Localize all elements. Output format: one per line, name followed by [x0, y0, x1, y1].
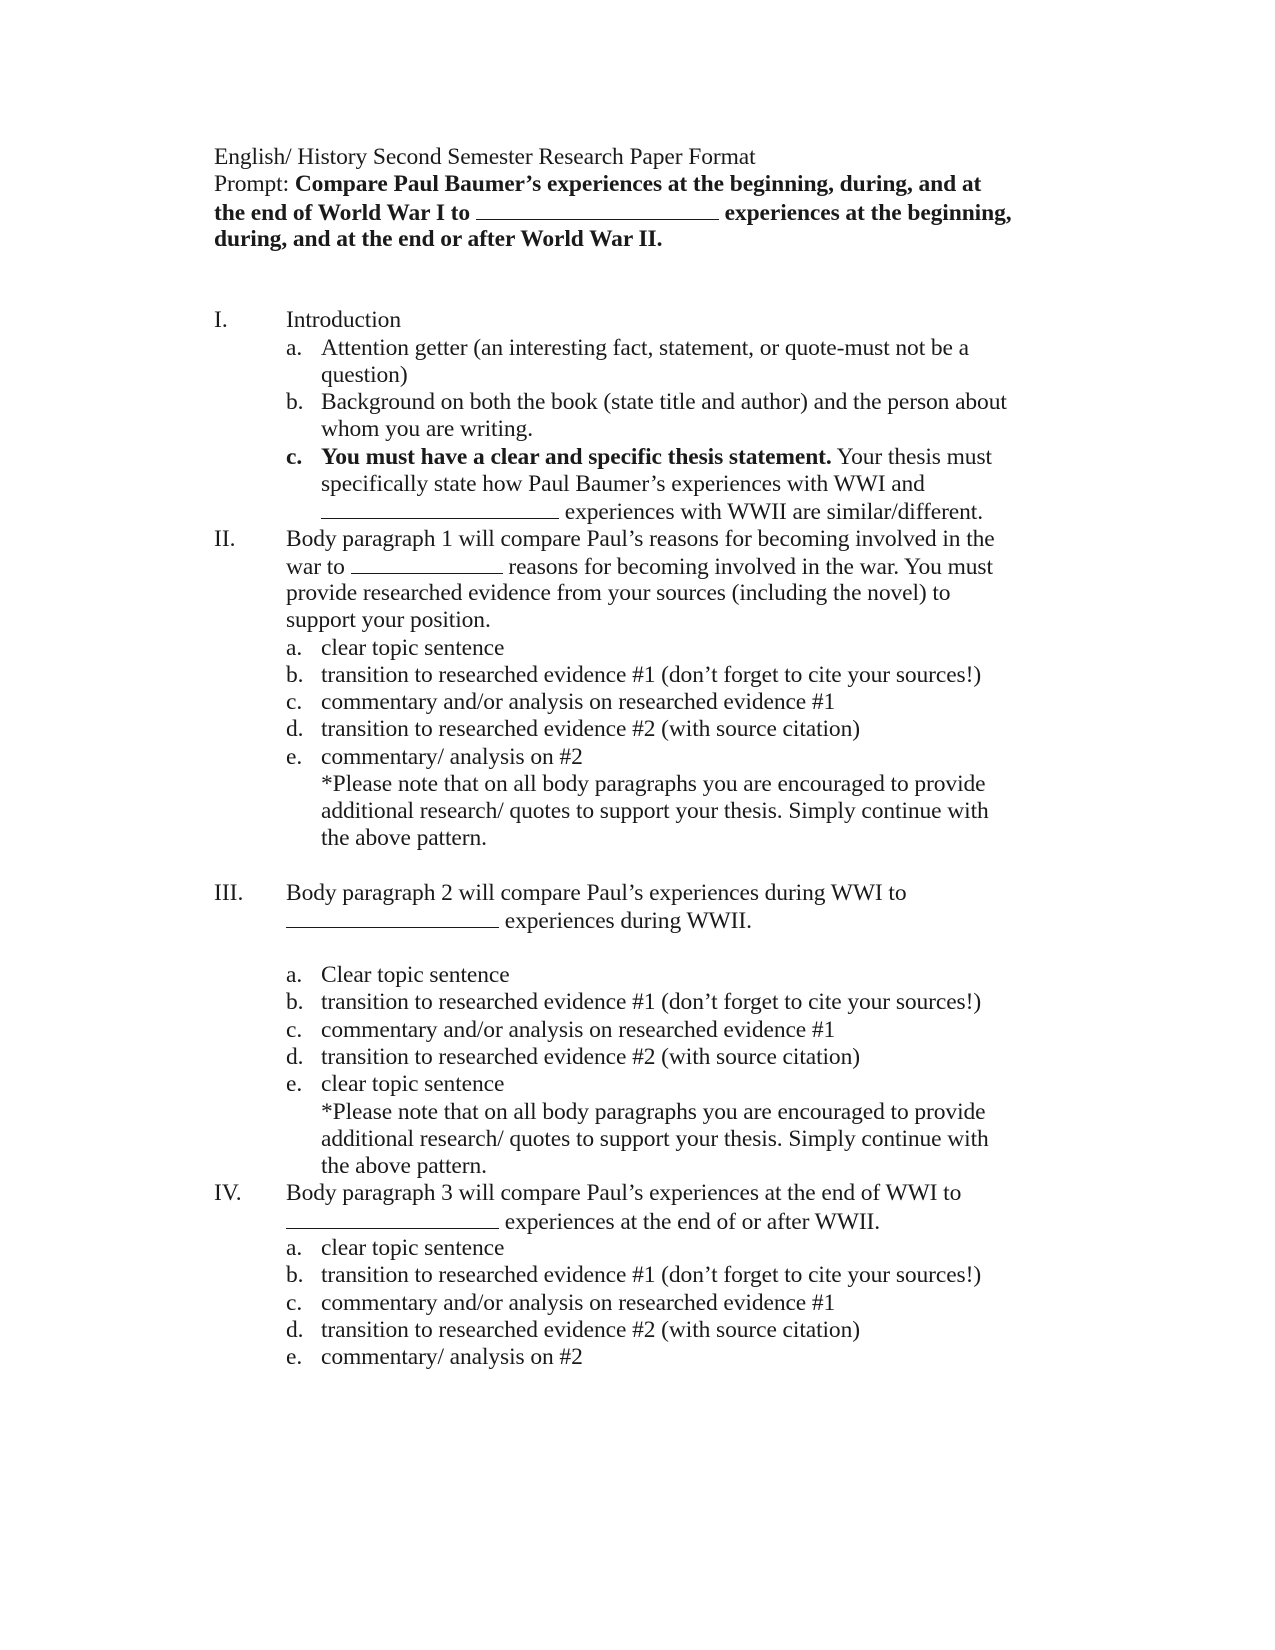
fill-in-blank [286, 1208, 499, 1229]
outline-item: transition to researched evidence #1 (don’t forget to cite your sources!) [321, 1262, 982, 1288]
item-letter: a. [286, 1235, 303, 1261]
section-text [286, 1208, 880, 1236]
outline-item: Clear topic sentence [321, 962, 510, 988]
outline-item [321, 498, 983, 526]
prompt-line-3: during, and at the end or after World War II. [214, 226, 663, 252]
section-numeral: I. [214, 307, 228, 333]
thesis-emphasis: You must have a clear and specific thesis statement. [321, 444, 832, 470]
prompt-line-2 [214, 199, 1012, 227]
section-numeral: III. [214, 880, 244, 906]
item-letter: d. [286, 716, 304, 742]
outline-item: transition to researched evidence #2 (with source citation) [321, 1317, 860, 1343]
thesis-item [321, 444, 992, 471]
document-title: English/ History Second Semester Research Paper Format [214, 144, 756, 170]
item-letter: a. [286, 635, 303, 661]
note-text: additional research/ quotes to support your thesis. Simply continue with [321, 1126, 989, 1152]
outline-item: commentary and/or analysis on researched evidence #1 [321, 1290, 836, 1316]
item-letter: e. [286, 1071, 303, 1097]
item-letter: d. [286, 1044, 304, 1070]
outline-item: clear topic sentence [321, 635, 505, 661]
section-text-part: experiences at the end of or after WWII. [499, 1209, 881, 1235]
outline-text: experiences with WWII are similar/different. [559, 499, 983, 525]
section-text: support your position. [286, 607, 491, 633]
item-letter: a. [286, 335, 303, 361]
note-text: the above pattern. [321, 825, 487, 851]
section-text: Body paragraph 3 will compare Paul’s experiences at the end of WWI to [286, 1180, 962, 1206]
fill-in-blank [351, 553, 503, 574]
outline-item: transition to researched evidence #2 (with source citation) [321, 716, 860, 742]
note-text: the above pattern. [321, 1153, 487, 1179]
outline-item: clear topic sentence [321, 1071, 505, 1097]
section-text: Body paragraph 1 will compare Paul’s reasons for becoming involved in the [286, 526, 995, 552]
outline-item: commentary and/or analysis on researched evidence #1 [321, 689, 836, 715]
note-text: *Please note that on all body paragraphs you are encouraged to provide [321, 1099, 986, 1125]
outline-item: transition to researched evidence #1 (don’t forget to cite your sources!) [321, 989, 982, 1015]
item-letter: e. [286, 1344, 303, 1370]
item-letter: a. [286, 962, 303, 988]
section-numeral: II. [214, 526, 236, 552]
outline-item: whom you are writing. [321, 416, 533, 442]
outline-item: commentary/ analysis on #2 [321, 744, 583, 770]
outline-item: clear topic sentence [321, 1235, 505, 1261]
section-numeral: IV. [214, 1180, 242, 1206]
item-letter: c. [286, 1290, 303, 1316]
note-text: *Please note that on all body paragraphs you are encouraged to provide [321, 771, 986, 797]
item-letter: b. [286, 389, 304, 415]
outline-item: commentary and/or analysis on researched evidence #1 [321, 1017, 836, 1043]
prompt-text: experiences at the beginning, [718, 200, 1012, 226]
note-text: additional research/ quotes to support your thesis. Simply continue with [321, 798, 989, 824]
section-text: provide researched evidence from your sources (including the novel) to [286, 580, 951, 606]
fill-in-blank [286, 907, 499, 928]
prompt-label: Prompt: [214, 171, 295, 197]
outline-item: transition to researched evidence #2 (with source citation) [321, 1044, 860, 1070]
item-letter: b. [286, 662, 304, 688]
outline-item: transition to researched evidence #1 (don’t forget to cite your sources!) [321, 662, 982, 688]
prompt-text: the end of World War I to [214, 200, 476, 226]
outline-item: Background on both the book (state title and author) and the person about [321, 389, 1007, 415]
section-text [286, 907, 752, 935]
section-heading: Introduction [286, 307, 401, 333]
outline-item: Attention getter (an interesting fact, statement, or quote-must not be a [321, 335, 969, 361]
thesis-text: Your thesis must [831, 444, 992, 470]
item-letter: b. [286, 989, 304, 1015]
section-text-part: reasons for becoming involved in the war. You must [502, 554, 993, 580]
section-text: Body paragraph 2 will compare Paul’s experiences during WWI to [286, 880, 907, 906]
item-letter: c. [286, 689, 303, 715]
item-letter: b. [286, 1262, 304, 1288]
outline-item: commentary/ analysis on #2 [321, 1344, 583, 1370]
section-text-part: war to [286, 554, 351, 580]
item-letter: c. [286, 1017, 303, 1043]
prompt-text: Compare Paul Baumer’s experiences at the beginning, during, and at [294, 171, 982, 197]
section-text [286, 553, 993, 581]
item-letter: c. [286, 444, 303, 470]
section-text-part: experiences during WWII. [499, 908, 752, 934]
fill-in-blank [476, 199, 719, 220]
item-letter: e. [286, 744, 303, 770]
outline-item: question) [321, 362, 408, 388]
item-letter: d. [286, 1317, 304, 1343]
outline-item: specifically state how Paul Baumer’s experiences with WWI and [321, 471, 925, 497]
prompt-line-1 [214, 171, 981, 198]
fill-in-blank [321, 498, 559, 519]
